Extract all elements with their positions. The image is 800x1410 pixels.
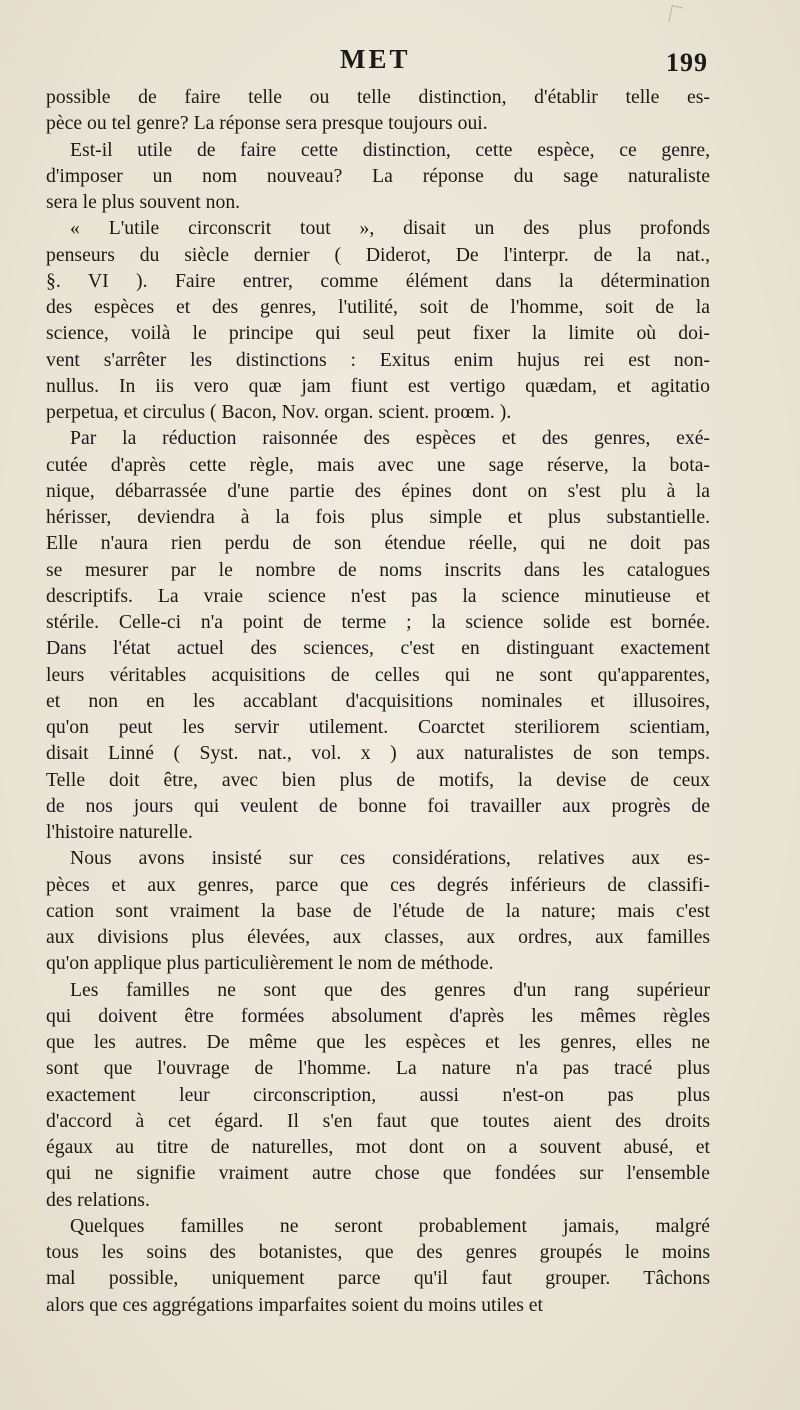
text-line: égaux au titre de naturelles, mot dont on a souvent abusé, et — [46, 1136, 710, 1158]
text-line: Dans l'état actuel des sciences, c'est en distinguant exactement — [46, 637, 710, 660]
paragraph — [46, 977, 710, 1213]
text-line: Telle doit être, avec bien plus de motifs, la devise de ceux — [46, 768, 710, 791]
text-line: l'histoire naturelle. — [46, 821, 193, 843]
text-line: aux divisions plus élevées, aux classes, aux ordres, aux familles — [46, 926, 710, 948]
text-line: sont que l'ouvrage de l'homme. La nature n'a pas tracé plus — [46, 1057, 710, 1080]
body-text — [46, 84, 710, 1318]
text-line: pèces et aux genres, parce que ces degrés inférieurs de classifi- — [46, 873, 710, 896]
text-line: exactement leur circonscription, aussi n'est-on pas plus — [46, 1083, 710, 1106]
running-head — [0, 44, 800, 80]
text-line: Elle n'aura rien perdu de son étendue réelle, qui ne doit pas — [46, 532, 710, 555]
text-line: Est-il utile de faire cette distinction, cette espèce, ce genre, — [70, 138, 710, 161]
paragraph — [46, 845, 710, 976]
text-line: qu'on applique plus particulièrement le nom de méthode. — [46, 952, 494, 975]
text-line: qui doivent être formées absolument d'après les mêmes règles — [46, 1004, 710, 1027]
text-line: nique, débarrassée d'une partie des épines dont on s'est plu à la — [46, 479, 710, 502]
text-line: nullus. In iis vero quæ jam fiunt est vertigo quædam, et agitatio — [46, 374, 710, 397]
text-line: disait Linné ( Syst. nat., vol. x ) aux naturalistes de son temps. — [46, 742, 710, 765]
text-line: §. VI ). Faire entrer, comme élément dans la détermination — [46, 269, 710, 292]
paragraph — [46, 1213, 710, 1318]
text-line: hérisser, deviendra à la fois plus simple et plus substantielle. — [46, 506, 710, 528]
text-line: mal possible, uniquement parce qu'il faut grouper. Tâchons — [46, 1267, 710, 1290]
running-head-title: MET — [340, 44, 411, 74]
text-line: d'imposer un nom nouveau? La réponse du sage naturaliste — [46, 164, 710, 187]
text-line: leurs véritables acquisitions de celles qui ne sont qu'apparentes, — [46, 663, 710, 686]
paper-mark — [668, 5, 682, 24]
text-line: vent s'arrêter les distinctions : Exitus enim hujus rei est non- — [46, 348, 710, 371]
text-line: qu'on peut les servir utilement. Coarctet steriliorem scientiam, — [46, 716, 710, 738]
text-line: que les autres. De même que les espèces et les genres, elles ne — [46, 1031, 710, 1053]
text-line: alors que ces aggrégations imparfaites soient du moins utiles et — [46, 1293, 543, 1316]
text-line: penseurs du siècle dernier ( Diderot, De l'interpr. de la nat., — [46, 243, 710, 266]
text-line: des espèces et des genres, l'utilité, soit de l'homme, soit de la — [46, 296, 710, 318]
text-line: « L'utile circonscrit tout », disait un des plus profonds — [70, 217, 710, 240]
text-line: cation sont vraiment la base de l'étude de la nature; mais c'est — [46, 899, 710, 922]
text-line: science, voilà le principe qui seul peut fixer la limite où doi- — [46, 322, 710, 345]
page-number: 199 — [666, 48, 708, 77]
paragraph — [46, 215, 710, 425]
text-line: Nous avons insisté sur ces considérations, relatives aux es- — [70, 847, 710, 870]
text-line: perpetua, et circulus ( Bacon, Nov. organ. scient. proœm. ). — [46, 401, 512, 423]
paragraph — [46, 84, 710, 137]
text-line: tous les soins des botanistes, que des genres groupés le moins — [46, 1241, 710, 1263]
text-line: cutée d'après cette règle, mais avec une sage réserve, la bota- — [46, 453, 710, 476]
text-line: de nos jours qui veulent de bonne foi travailler aux progrès de — [46, 794, 710, 817]
text-line: descriptifs. La vraie science n'est pas la science minutieuse et — [46, 584, 710, 607]
text-line: sera le plus souvent non. — [46, 191, 241, 213]
text-line: possible de faire telle ou telle distinction, d'établir telle es- — [46, 86, 710, 108]
text-line: pèce ou tel genre? La réponse sera presque toujours oui. — [46, 112, 488, 135]
text-line: Quelques familles ne seront probablement jamais, malgré — [70, 1214, 710, 1237]
paragraph — [46, 137, 710, 216]
text-line: stérile. Celle-ci n'a point de terme ; la science solide est bornée. — [46, 611, 710, 633]
text-line: qui ne signifie vraiment autre chose que fondées sur l'ensemble — [46, 1162, 710, 1185]
text-line: se mesurer par le nombre de noms inscrits dans les catalogues — [46, 558, 710, 581]
text-line: et non en les accablant d'acquisitions nominales et illusoires, — [46, 689, 710, 712]
text-line: Les familles ne sont que des genres d'un rang supérieur — [70, 978, 710, 1001]
paragraph — [46, 425, 710, 845]
text-line: d'accord à cet égard. Il s'en faut que toutes aient des droits — [46, 1109, 710, 1132]
text-line: des relations. — [46, 1188, 150, 1211]
text-line: Par la réduction raisonnée des espèces et des genres, exé- — [70, 427, 710, 450]
